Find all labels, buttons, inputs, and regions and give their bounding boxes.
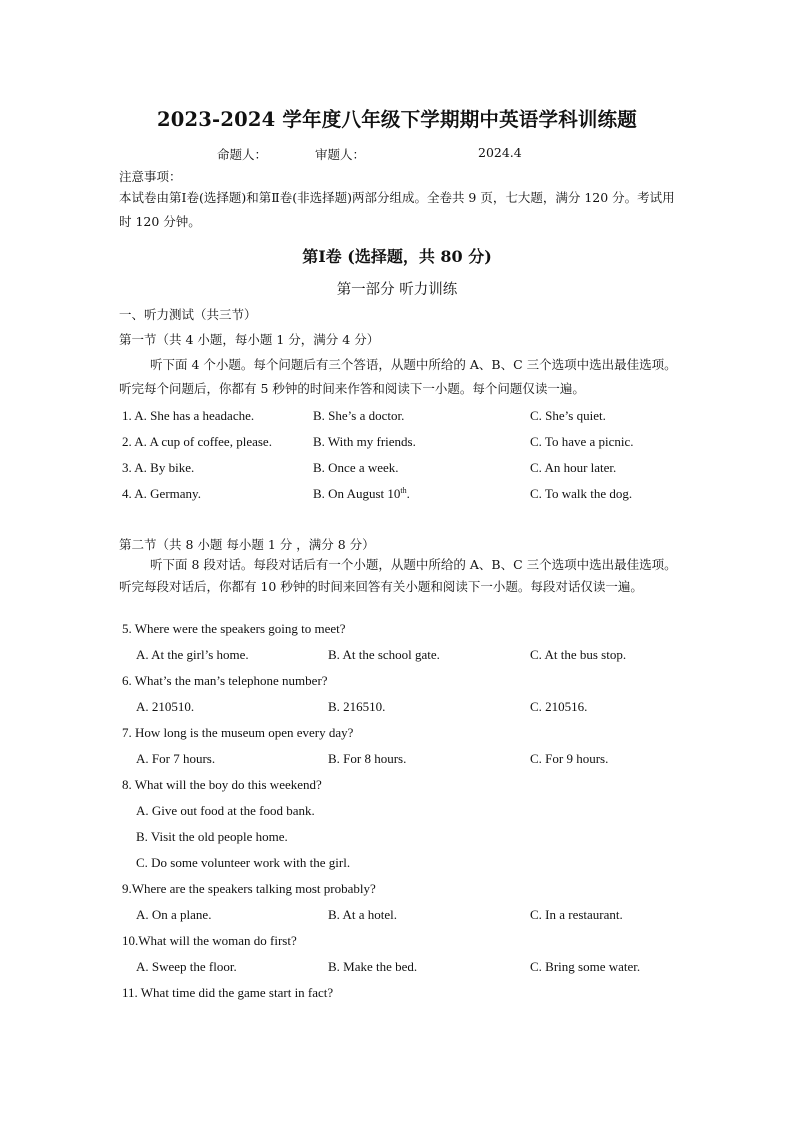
q10-option-c: C. Bring some water.	[530, 959, 641, 974]
q1-option-c: C. She’s quiet.	[530, 408, 606, 423]
q6-option-c: C. 210516.	[530, 699, 588, 714]
q8-option-b: B. Visit the old people home.	[136, 829, 288, 844]
q7-option-a: A. For 7 hours.	[136, 751, 216, 766]
q2-option-a: 2. A. A cup of coffee, please.	[122, 434, 272, 449]
q9-question: 9.Where are the speakers talking most probably?	[122, 881, 376, 896]
q5-option-a: A. At the girl’s home.	[136, 647, 249, 662]
q7-option-c: C. For 9 hours.	[530, 751, 609, 766]
notice-heading: 注意事项：	[119, 169, 182, 184]
exam-date: 2024.4	[478, 145, 522, 160]
q1-option-b: B. She’s a doctor.	[313, 408, 405, 423]
q4-option-b-period: .	[406, 486, 410, 501]
q11-question: 11. What time did the game start in fact?	[122, 985, 334, 1000]
q3-option-c: C. An hour later.	[530, 460, 617, 475]
q2-option-c: C. To have a picnic.	[530, 434, 634, 449]
q8-question: 8. What will the boy do this weekend?	[122, 777, 322, 792]
q5-option-c: C. At the bus stop.	[530, 647, 627, 662]
q4-option-b-superscript: th	[400, 486, 407, 495]
q9-option-a: A. On a plane.	[136, 907, 212, 922]
notice-body: 本试卷由第Ⅰ卷(选择题)和第Ⅱ卷(非选择题)两部分组成。全卷共 9 页，七大题，满分 120 分。考试用时 120 分钟。	[119, 190, 675, 229]
q4-option-b-text: B. On August 10	[313, 486, 401, 501]
section1-instructions: 听下面 4 个小题。每个问题后有三个答语，从题中所给的 A、B、C 三个选项中选出最佳选项。听完每个问题后，你都有 5 秒钟的时间来作答和阅读下一小题。每个问题仅读一遍。	[119, 357, 677, 396]
q8-option-c: C. Do some volunteer work with the girl.	[136, 855, 351, 870]
q3-option-b: B. Once a week.	[313, 460, 399, 475]
reviewer-label: 审题人：	[315, 147, 366, 162]
listening-title: 一、听力测试（共三节）	[119, 307, 257, 322]
q3-option-a: 3. A. By bike.	[122, 460, 195, 475]
q5-question: 5. Where were the speakers going to meet?	[122, 621, 346, 636]
q2-option-b: B. With my friends.	[313, 434, 416, 449]
q4-option-a: 4. A. Germany.	[122, 486, 201, 501]
q9-option-b: B. At a hotel.	[328, 907, 397, 922]
q7-question: 7. How long is the museum open every day?	[122, 725, 354, 740]
q5-option-b: B. At the school gate.	[328, 647, 440, 662]
volume1-heading: 第Ⅰ卷 (选择题，共 80 分)	[302, 247, 492, 266]
q10-question: 10.What will the woman do first?	[122, 933, 297, 948]
section1-title: 第一节（共 4 小题，每小题 1 分，满分 4 分）	[119, 332, 380, 347]
q6-question: 6. What’s the man’s telephone number?	[122, 673, 328, 688]
q7-option-b: B. For 8 hours.	[328, 751, 407, 766]
q9-option-c: C. In a restaurant.	[530, 907, 623, 922]
q4-option-b	[313, 486, 410, 502]
q4-option-c: C. To walk the dog.	[530, 486, 633, 501]
q6-option-b: B. 216510.	[328, 699, 386, 714]
section2-title: 第二节（共 8 小题 每小题 1 分 ，满分 8 分）	[119, 537, 375, 552]
author-label: 命题人：	[217, 147, 268, 162]
exam-title: 2023-2024 学年度八年级下学期期中英语学科训练题	[156, 108, 638, 131]
q6-option-a: A. 210510.	[136, 699, 195, 714]
section2-instructions: 听下面 8 段对话。每段对话后有一个小题，从题中所给的 A、B、C 三个选项中选出最佳选项。听完每段对话后，你都有 10 秒钟的时间来回答有关小题和阅读下一小题。每段对话仅读一遍。	[119, 557, 677, 594]
q10-option-a: A. Sweep the floor.	[136, 959, 237, 974]
q8-option-a: A. Give out food at the food bank.	[136, 803, 315, 818]
q1-option-a: 1. A. She has a headache.	[122, 408, 255, 423]
q10-option-b: B. Make the bed.	[328, 959, 418, 974]
part1-heading: 第一部分 听力训练	[336, 282, 458, 298]
